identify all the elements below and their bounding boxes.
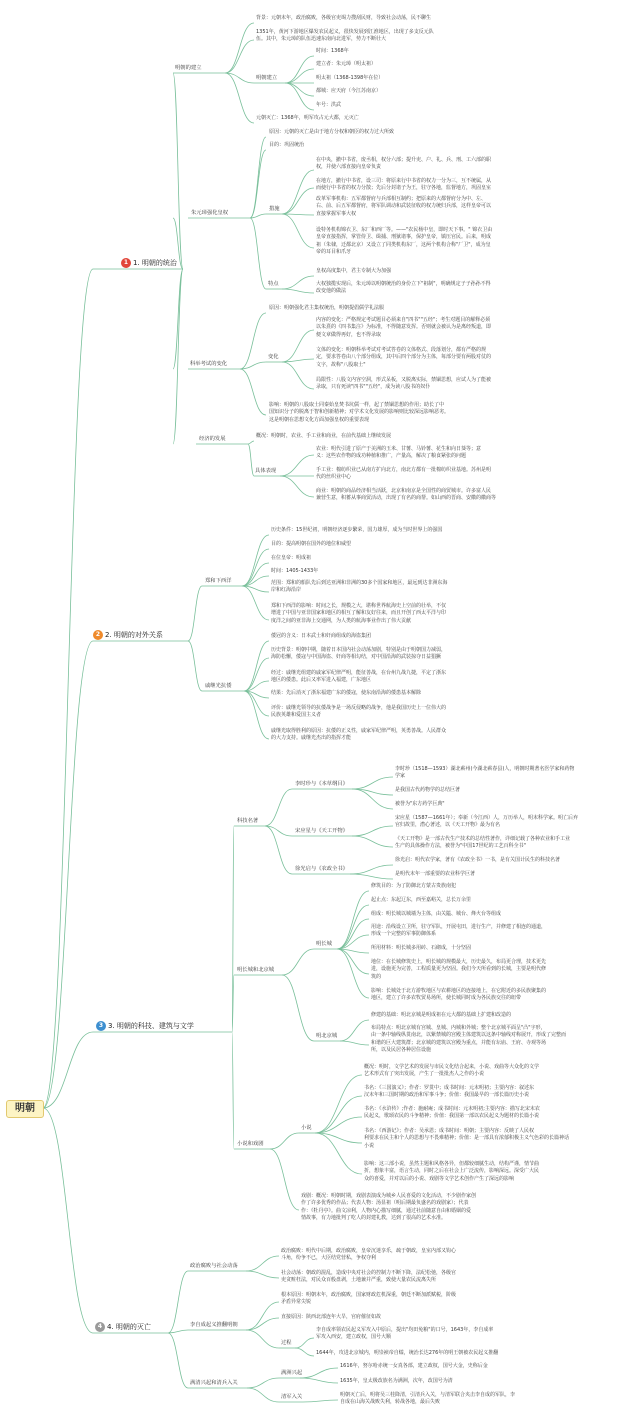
leaf-i3[interactable]	[364, 1106, 540, 1121]
leaf-h2[interactable]	[371, 897, 471, 904]
node-changcheng[interactable]: 明长城和北京城	[237, 967, 275, 973]
leaf-line: 录取，只有死读"四书""五经"，成为读八股书的奴仆	[316, 384, 431, 391]
connector-line	[265, 826, 292, 874]
leaf-e6[interactable]	[271, 603, 446, 625]
leaf-line: 艺术形式有了突出发展，产生了一批批杰人之作的小说	[364, 1071, 485, 1078]
connector-line	[248, 441, 254, 444]
leaf-c2[interactable]	[316, 317, 491, 339]
connector-line	[225, 73, 254, 123]
node-lishizhen[interactable]: 李时珍与《本草纲目》	[295, 781, 348, 787]
leaf-line: 社会动荡：朝政的混乱，造成中央对社会的控制力不断下降，法纪松弛，各级官	[281, 1270, 457, 1276]
connector-line	[240, 313, 266, 369]
leaf-line: 进，设施更为完善，工程质量更为坚固。我们今天所看到的长城，主要是明代修	[371, 966, 547, 973]
leaf-line: 直接原因：陕西北部连年大旱，官府催征如故	[281, 1314, 382, 1320]
leaf-f1[interactable]	[271, 633, 371, 640]
branch-culture[interactable]	[96, 1020, 194, 1032]
leaf-line: 原因：明朝强化君主集权统治，明朝提倡儒学礼法服	[269, 305, 385, 311]
leaf-line: 局限性：八股文内容空洞，形式呆板，又脱离实际，禁锢思想，应试人为了能被	[316, 377, 492, 383]
leaf-g5[interactable]	[395, 836, 570, 851]
node-cuoshi[interactable]: 措施	[269, 206, 280, 212]
leaf-j2[interactable]	[281, 1270, 456, 1285]
badge-3: 3	[96, 1021, 106, 1031]
leaf-line: 折，想象丰富，语言生动，同时之后在社会上广泛流传，影响深远。深受广大民	[364, 1168, 540, 1175]
node-lizicheng[interactable]: 李自成起义推翻明朝	[190, 1322, 238, 1328]
leaf-h3[interactable]	[371, 911, 501, 918]
leaf-line: 原因：元朝的灭亡是由于地方分权和朝臣的权力过大所致	[269, 129, 395, 135]
leaf-h5[interactable]	[371, 945, 471, 952]
leaf-line: 海防松懈，倭寇与中国海盗、奸商等相勾结，对中国沿海的武装掠夺日益猖獗	[271, 654, 442, 661]
leaf-line: 右、前、后五军都督府，将军队调动和武装征收的权力统归兵部，这样皇帝可以	[316, 203, 492, 210]
leaf-line: 地位：在长城修筑史上，明长城的规模最大，历史最久，布局更合理，技术更先	[371, 959, 547, 965]
leaf-line: 大权独揽实现后，朱元璋以明朝统治的身份立下"祖制"，明确规定子子孙孙不得	[316, 281, 491, 287]
connector-line	[246, 1302, 279, 1330]
connector-line	[315, 1133, 362, 1174]
leaf-line: 国知识分子的脱离于智和创新精神；对学术文化发展的影响则比较深远影响恶劣。	[269, 409, 450, 416]
leaf-line: 皇帝直接指挥，掌管侍卫、缉捕、刑狱诸事，保护皇帝，镇压官民。后来，明成	[316, 234, 492, 241]
node-jingji[interactable]: 经济的发展	[199, 436, 226, 442]
leaf-line: 在地方，撤行中书省，设三司：将原来行中书省的权力一分为三，互不统属，从	[316, 178, 492, 184]
leaf-line: 戚继光取得胜利的原因：抗倭的正义性，戚家军纪律严明，英勇善战。人民群众	[271, 728, 447, 734]
leaf-line: 书名：《三国演义》；作者：罗贯中；成书时间：元末明初；主要内容：叙述东	[364, 1085, 535, 1091]
leaf-line: 时间：1368年	[316, 48, 349, 54]
branch-label: 1. 明朝的统治	[133, 259, 177, 267]
leaf-line: 历史条件：15世纪初，明朝经济逐步繁荣，国力雄厚，成为当时世界上的强国	[271, 527, 443, 533]
leaf-line: 增进了中国与亚非国家和地区的相互了解和友好往来，而且开创了西太平洋与印	[271, 610, 447, 617]
node-manzhou[interactable]: 满洲兴起	[281, 1370, 303, 1376]
leaf-line: 布局特点：明北京城有宫城、皇城、内城和外城；整个北京城平面呈"凸"字形，	[371, 1025, 546, 1031]
leaf-b4[interactable]	[316, 178, 491, 193]
leaf-line: 直接掌握军事大权	[316, 210, 357, 217]
leaf-line: 利要求在民主和个人的思想与不畏难精神；价值：是一部具有浓郁积极主义气色彩的长篇神话	[364, 1135, 570, 1142]
connector-line	[285, 83, 314, 110]
leaf-h8[interactable]	[371, 1012, 511, 1019]
node-guocheng[interactable]: 过程	[281, 1340, 292, 1346]
leaf-a1[interactable]	[256, 15, 431, 22]
leaf-line: 地区的倭患。此后又率军进入福建，广东地区	[271, 677, 372, 684]
leaf-a5[interactable]	[316, 75, 383, 82]
leaf-k1[interactable]	[340, 1363, 488, 1370]
leaf-d2[interactable]	[316, 446, 481, 461]
leaf-line: 众的喜爱，并对以后的小说、戏剧等文学艺术创作产生了深远的影响	[364, 1175, 515, 1182]
leaf-f5[interactable]	[271, 705, 446, 720]
connector-line	[265, 789, 292, 826]
badge-2: 2	[93, 630, 103, 640]
leaf-line: 历史背景：明朝中期，随着日本国内社会动荡加剧，特别是由于明朝国力减弱，	[271, 647, 447, 653]
badge-4: 4	[95, 1322, 105, 1332]
badge-1: 1	[121, 258, 131, 268]
leaf-i1[interactable]	[364, 1064, 539, 1079]
connector-line	[282, 975, 314, 1041]
connector-line	[242, 586, 269, 620]
leaf-line: 李时珍（1518—1593）湖北蕲州(今湖北蕲春县)人，明朝时期著名医学家和药物	[395, 766, 575, 772]
connector-line	[295, 1348, 314, 1356]
leaf-line: 自成在山海关战败失利，转战各地，最后失败	[340, 1399, 441, 1406]
node-mingchangcheng[interactable]: 明长城	[316, 941, 332, 947]
connector-line	[352, 777, 393, 789]
leaf-line: 由一条中轴线纵贯南北，以紫禁城的宫殿主体建筑以这条中轴线对称展开，形成了完整而	[371, 1032, 567, 1039]
leaf-c1[interactable]	[269, 305, 384, 312]
leaf-b2[interactable]	[269, 142, 304, 149]
leaf-line: 吏贪赃枉法，对民众百般盘剥，土地兼并严重，致使大量农民流离失所	[281, 1277, 437, 1284]
connector-line	[43, 1108, 93, 1333]
leaf-i4[interactable]	[364, 1128, 569, 1150]
connector-line	[340, 1020, 369, 1041]
branch-label: 3. 明朝的科技、建筑与文学	[108, 1022, 194, 1030]
leaf-g1[interactable]	[395, 766, 574, 781]
leaf-h7[interactable]	[371, 988, 546, 1003]
leaf-line: 明朝灭亡后，明将吴三桂降清，引清兵入关，与清军联合夹击李自成的军队，李	[340, 1392, 516, 1398]
node-zhenghe[interactable]: 郑和下西洋	[205, 578, 232, 584]
leaf-line: 岸和红海沿岸	[271, 587, 302, 594]
node-zhengzhi[interactable]: 政治腐败与社会动荡	[190, 1263, 238, 1269]
leaf-line: 根本原因：明朝末年，政治腐败，国家财政危机深重，朝廷不断加派赋税，阶级	[281, 1292, 457, 1298]
leaf-line: 是明代末年一部重要的农业科学巨著	[395, 871, 476, 877]
node-zhuyuanzhang[interactable]: 朱元璋强化皇权	[191, 210, 229, 216]
leaf-i2[interactable]	[364, 1085, 534, 1100]
leaf-line: 在位皇帝：明成祖	[271, 555, 312, 561]
connector-line	[300, 1378, 338, 1383]
leaf-a2[interactable]	[256, 29, 434, 44]
leaf-f6[interactable]	[271, 728, 446, 743]
leaf-j4[interactable]	[281, 1314, 381, 1321]
leaf-b8[interactable]	[316, 281, 491, 296]
leaf-line: 民起义，歌颂农民的斗争精神；价值：我国第一部以农民起义为题材的长篇小说	[364, 1113, 540, 1120]
leaf-line: 1635年，皇太极改族名为满洲，次年，改国号为清	[340, 1378, 453, 1384]
leaf-line: 代的丝织业中心	[316, 474, 352, 481]
leaf-line: 《天工开物》是一部古代生产技术的总结性著作，详细记载了各种农业和手工业	[395, 836, 571, 842]
connector-line	[315, 1096, 362, 1133]
connector-line	[244, 641, 269, 691]
leaf-g6[interactable]	[395, 857, 560, 864]
node-mingbeijing[interactable]: 明北京城	[316, 1033, 338, 1039]
node-songyingxing[interactable]: 宋应星与《天工开物》	[295, 828, 348, 834]
leaf-line: 评价：戚继光领导的抗倭战争是一场反侵略的战争，他是我国历史上一位伟大的	[271, 705, 447, 711]
leaf-b6[interactable]	[316, 227, 492, 257]
leaf-line: 概况：明朝时，农业、手工业和商业，在前代基础上继续发展	[256, 433, 392, 439]
connector-line	[285, 83, 314, 96]
connector-line	[282, 170, 314, 214]
leaf-line: 在中央，撤中书省，废丞相，权分六部；提升吏、户、礼、兵、刑、工六部的职	[316, 157, 492, 163]
leaf-line: 生产的具体操作方法，被誉为"中国17世纪的工艺百科全书"	[395, 843, 526, 850]
leaf-b1[interactable]	[269, 129, 394, 136]
leaf-line: 郑和下西洋的影响：时间之长，规模之大，堪称世界航海史上空前的壮举，不仅	[271, 603, 447, 609]
node-bianhua[interactable]: 变化	[268, 354, 279, 360]
branch-rule[interactable]	[121, 257, 177, 269]
leaf-line: 文体的变化：明朝科举考试对考试答卷的文体格式、段落划分，都有严格的规	[316, 347, 487, 353]
leaf-line: 定，要求答卷由八个部分组成，其中后四个部分为主体，每部分要有两股对仗的	[316, 354, 492, 361]
connector-line	[188, 641, 202, 691]
leaf-f3[interactable]	[271, 670, 446, 685]
branch-foreign[interactable]	[93, 629, 163, 641]
leaf-b3[interactable]	[316, 157, 491, 172]
leaf-line: 1351年，黄河下游地区爆发农民起义，很快发展到江淮地区，出现了多支反元队	[256, 29, 434, 35]
leaf-line: 经过：戚继光组建的戚家军纪律严明，能征善战，在台州九战九捷，平定了浙东	[271, 670, 447, 676]
connector-line	[282, 949, 314, 975]
root-node[interactable]: 明朝	[6, 1100, 44, 1118]
connector-line	[337, 919, 369, 949]
leaf-line: 学家	[395, 773, 406, 780]
leaf-g2[interactable]	[395, 787, 460, 794]
connector-line	[225, 23, 254, 73]
node-mingchao-jianli[interactable]: 明朝的建立	[175, 65, 202, 71]
connector-line	[246, 1256, 279, 1271]
connector-line	[350, 865, 393, 874]
connector-line	[168, 1333, 188, 1388]
leaf-line: 内容的变化：严格规定考试题目必须来自"四书""五经"；考生对题目的解释必须	[316, 317, 491, 323]
leaf-f4[interactable]	[271, 690, 421, 697]
leaf-j6[interactable]	[316, 1350, 498, 1357]
leaf-line: 小说	[364, 1142, 375, 1149]
leaf-g3[interactable]	[395, 801, 445, 808]
leaf-i5[interactable]	[364, 1161, 539, 1183]
leaf-line: 伍。其中，朱元璋的队伍迅速东南向北进军，势力不断壮大	[256, 36, 387, 43]
leaf-line: 皇权高度集中，君主专制大为加强	[316, 268, 392, 274]
node-xiaoshuo[interactable]: 小说	[301, 1125, 312, 1131]
leaf-line: 所，以及民居各种居住设施	[371, 1047, 432, 1054]
leaf-j3[interactable]	[281, 1292, 456, 1307]
branch-label: 4. 明朝的灭亡	[107, 1323, 151, 1331]
leaf-line: 汉末年和三国时期的政治和军事斗争；价值：我国最早的一部长篇历史小说	[364, 1092, 530, 1099]
connector-line	[246, 1318, 279, 1330]
leaf-k2[interactable]	[340, 1378, 453, 1385]
connector-line	[240, 362, 266, 369]
connector-line	[242, 535, 269, 586]
leaf-c5[interactable]	[269, 402, 449, 424]
leaf-line: 书名：《水浒传》;作者：施耐庵；成书时间：元末明初;主要内容：描写北宋末农	[364, 1106, 540, 1112]
leaf-line: 李自成率领农民起义军攻入中原后，提出"均田免粮"的口号，1643年，李自成率	[316, 1327, 494, 1333]
leaf-line: 和谐的巨大建筑群；北京城的建筑以宫殿为重点，并能有坛庙、王府、寺观等场	[371, 1039, 547, 1046]
connector-line	[270, 1133, 299, 1149]
node-tedian[interactable]: 特点	[268, 281, 279, 287]
leaf-j1[interactable]	[281, 1248, 456, 1263]
connector-line	[250, 218, 266, 289]
connector-line	[43, 1032, 93, 1108]
leaf-h4[interactable]	[371, 924, 546, 939]
connector-line	[285, 69, 314, 83]
connector-line	[247, 1388, 279, 1402]
leaf-line: 时间：1405-1433年	[271, 568, 319, 574]
leaf-k3[interactable]	[340, 1392, 515, 1407]
leaf-line: 建立者：朱元璋（明太祖）	[316, 61, 377, 67]
connector-line	[250, 150, 266, 218]
connector-line	[282, 276, 314, 289]
leaf-line: 官归故里，潜心著述，以《天工开物》最为有名	[395, 822, 501, 829]
leaf-line: 文字，故称"八股取士"	[316, 361, 366, 368]
node-qingbing[interactable]: 清军入关	[281, 1394, 303, 1400]
leaf-line: 1644年，攻进北京城内，明崇祯帝自缢，统治长达276年的明王朝被农民起义推翻	[316, 1350, 499, 1356]
leaf-line: 影响：这三部小说，虽然主题和风格各异，但都较细腻生动，结构严谨，情节曲	[364, 1161, 540, 1167]
connector-line	[248, 444, 254, 476]
connector-line	[282, 362, 314, 389]
connector-line	[282, 330, 314, 362]
leaf-a7[interactable]	[316, 102, 341, 109]
node-juti[interactable]: 具体表现	[255, 468, 277, 474]
leaf-line: 目的：巩固统治	[269, 142, 305, 148]
leaf-line: 所用材料：明长城多用砖、石砌成，十分坚固	[371, 945, 472, 951]
leaf-g7[interactable]	[395, 871, 475, 878]
leaf-line: 都城：应天府（今江苏南京）	[316, 88, 382, 94]
leaf-line: 农业：明代引进了原产于美洲的玉米、甘薯、马铃薯、花生和向日葵等；意	[316, 446, 482, 452]
leaf-a6[interactable]	[316, 88, 381, 95]
node-qijiguang[interactable]: 戚继光抗倭	[205, 683, 232, 689]
leaf-line: 是我国古代药物学的总结巨著	[395, 787, 461, 793]
connector-line	[242, 549, 269, 586]
leaf-line: 形成一个完整的军事防御体系	[371, 931, 437, 938]
leaf-line: 范围：郑和的船队先后到达亚洲和非洲的30多个国家和地区，最远到达非洲东海	[271, 580, 448, 586]
connector-line	[280, 476, 314, 497]
leaf-line: 义：这些农作物的成功种植和推广，产量高，解决了粮食紧张的问题	[316, 453, 467, 460]
leaf-i6[interactable]	[301, 1193, 476, 1223]
leaf-line: 度洋之间的亚非海上交通网，为人类的航海事业作出了伟大贡献	[271, 617, 412, 624]
leaf-line: 军攻入西安，建立政权，国号大顺	[316, 1334, 392, 1341]
leaf-line: 戏剧：概况：明朝时期，戏剧表演成为城乡人民喜爱的文化活动，不少剧作家创	[301, 1193, 477, 1199]
leaf-line: 修建的基础：明北京城是明成祖在元大都的基础上扩建和改造的	[371, 1012, 512, 1018]
connector-line	[250, 137, 266, 218]
leaf-line: 矛盾异常尖锐	[281, 1299, 312, 1306]
leaf-line: 筑的	[371, 973, 382, 980]
leaf-h1[interactable]	[371, 883, 456, 890]
connector-line	[315, 1075, 362, 1133]
leaf-a4[interactable]	[316, 61, 376, 68]
connector-line	[247, 1378, 279, 1388]
connector-line	[173, 269, 183, 444]
node-keji[interactable]: 科技名著	[237, 818, 259, 824]
leaf-line: 改变他的做法	[316, 288, 347, 295]
connector-line	[240, 369, 266, 415]
leaf-line: 以朱熹的《四书集注》为标准，不得随意发挥。否则就会被认为是离经叛道，即	[316, 324, 492, 331]
leaf-e2[interactable]	[271, 541, 351, 548]
leaf-f2[interactable]	[271, 647, 446, 662]
connector-line	[225, 40, 254, 73]
leaf-e5[interactable]	[271, 580, 447, 595]
leaf-line: 作：《牡丹亭》。曲文凉利，人物内心描写细腻，通过社前随意自由和婚姻的爱	[301, 1207, 472, 1214]
leaf-a8[interactable]	[256, 115, 359, 122]
connector-line	[340, 1041, 369, 1045]
leaf-line: 结果：先后消灭了浙东福建广东的倭寇，使东南沿海的倭患基本解除	[271, 690, 422, 696]
leaf-line: 民族英雄和爱国主义者	[271, 712, 322, 719]
leaf-line: 起止点：东起辽东，西至嘉峪关，总长万余里	[371, 897, 472, 903]
leaf-line: 改革军事机构：五军都督府与兵部相互制约；把原来的大都督府分为中、左、	[316, 196, 487, 202]
leaf-line: 帝的耳目和爪牙	[316, 249, 352, 256]
node-mingchao-jianli2[interactable]: 明朝建立	[256, 75, 278, 81]
leaf-line: 的大力支持。戚继光杰出的指挥才能	[271, 735, 352, 742]
leaf-line: 倭冠的含义：日本武士和奸商组成的海盗集团	[271, 633, 372, 639]
connector-line	[246, 1271, 279, 1278]
leaf-a3[interactable]	[316, 48, 349, 55]
node-keju[interactable]: 科举考试的变化	[190, 361, 228, 367]
connector-line	[188, 586, 202, 641]
connector-line	[168, 1271, 188, 1333]
connector-line	[280, 455, 314, 476]
leaf-line: 权，并使六部直接向皇帝负责	[316, 164, 382, 171]
leaf-e1[interactable]	[271, 527, 442, 534]
leaf-line: 影响：长城处于北方游牧地区与农耕地区的连接地上，在它附近的多民族聚集的	[371, 988, 547, 994]
leaf-line: 徐光启：明代农学家，著有《农政全书》一书，是有关国计民生的科技名著	[395, 857, 561, 863]
leaf-line: 年号：洪武	[316, 102, 342, 108]
leaf-g4[interactable]	[395, 815, 578, 830]
leaf-j5[interactable]	[316, 1327, 493, 1342]
connector-line	[246, 1330, 279, 1348]
leaf-line: 组成：明长城以城墙为主体，由关隘、城台、烽火台等组成	[371, 911, 502, 917]
leaf-line: 宋应星（1587—1661年）；奉新（今江西）人，万历举人，明末科学家。明亡后弃	[395, 815, 578, 821]
connector-line	[43, 641, 93, 1108]
leaf-line: 明太祖（1368-1398年在位）	[316, 75, 384, 81]
leaf-line: 斗角，纷争不已，大臣结党营私，争权夺利	[281, 1255, 377, 1262]
connector-line	[303, 1400, 338, 1402]
connector-line	[352, 826, 393, 836]
connector-line	[352, 836, 393, 847]
leaf-line: 被誉为"东方药学巨典"	[395, 801, 445, 807]
connector-line	[295, 1338, 314, 1348]
leaf-line: 手工业：棉纺织业已从南方扩向北方，南北方都有一批棉纺织业基地。苏州是明	[316, 467, 492, 473]
connector-line	[270, 1149, 299, 1210]
branch-fall[interactable]	[95, 1321, 151, 1333]
leaf-c3[interactable]	[316, 347, 491, 369]
leaf-line: 用途：沿线设立卫所，驻守军队，开展屯田，进行生产，并修建了相连的通道，	[371, 924, 547, 930]
leaf-line: 目的：提高明朝在国外的地位和威望	[271, 541, 352, 547]
leaf-d4[interactable]	[316, 488, 496, 503]
leaf-d3[interactable]	[316, 467, 491, 482]
leaf-line: 设特务机构锦衣卫、东厂和西厂等。——"农民杨中皇，即时天下事。" 锦衣卫由	[316, 227, 493, 233]
leaf-e4[interactable]	[271, 568, 318, 575]
leaf-line: 而使行中书省的权力分散；先后分封诸子为王，驻守各地，监督地方，巩固皇室	[316, 185, 492, 192]
leaf-line: 影响：明朝的八股取士同秦始皇焚书坑儒一样，起了禁锢思想的作用；助长了中	[269, 402, 445, 408]
leaf-b5[interactable]	[316, 196, 491, 218]
leaf-line: 兼营生意，积蓄从事商贸活动，出现了有名的商帮。如山西的晋商、安徽的徽商等	[316, 495, 497, 502]
leaf-line: 地区，建立了许多农牧贸易场所，使长城同时成为各民族交往的纽带	[371, 995, 522, 1002]
connector-line	[282, 214, 314, 248]
leaf-line: 修筑目的：为了防御北方蒙古贵族南犯	[371, 883, 457, 889]
connector-line	[282, 289, 314, 293]
connector-line	[300, 1368, 338, 1378]
leaf-b7[interactable]	[316, 268, 391, 275]
leaf-line: 背景：元朝末年，政治腐败，各级官吏竭力搜刮民财，导致社会动荡，民不聊生	[256, 15, 432, 21]
leaf-line: 1616年，努尔哈赤统一女真各部，建立政权，国号大金，史称后金	[340, 1363, 488, 1369]
node-manqing[interactable]: 满清兴起和清兵入关	[190, 1380, 238, 1386]
leaf-line: 便文章做得再好，也不得录取	[316, 331, 382, 338]
leaf-line: 商业：明朝的商品经济相当活跃，北京和南京是全国性的商贸城市。许多富人民	[316, 488, 492, 494]
leaf-line: 祖（朱棣，迁都北京）又设立了同类机构东厂，这两个机构合称"厂卫"，成为皇	[316, 241, 491, 248]
leaf-line: 作了许多优秀的作品；代表人物：汤显祖（明后期最负盛名的戏剧家）；代表	[301, 1200, 469, 1207]
connector-line	[43, 269, 93, 1108]
leaf-line: 元朝灭亡：1368年，明军攻占元大都，元灭亡	[256, 115, 359, 121]
leaf-line: 情故事，有力地批判了吃人的封建礼教，达到了很高的艺术水准。	[301, 1215, 447, 1222]
leaf-h9[interactable]	[371, 1025, 566, 1055]
leaf-c4[interactable]	[316, 377, 491, 392]
leaf-e3[interactable]	[271, 555, 311, 562]
leaf-line: 政治腐败：明代中后期，政治腐败，皇帝沉迷享乐，疏于朝政，皇室内部又钩心	[281, 1248, 457, 1254]
leaf-line: 书名：《西游记》；作者：吴承恩；成书时间：明朝；主要内容：反映了人民权	[364, 1128, 535, 1134]
connector-line	[232, 1032, 234, 1149]
connector-line	[350, 874, 393, 879]
node-xuguangqi[interactable]: 徐光启与《农政全书》	[295, 866, 348, 872]
node-xiaoshuo-xiqu[interactable]: 小说和戏剧	[237, 1141, 264, 1147]
branch-label: 2. 明朝的对外关系	[105, 631, 163, 639]
leaf-d1[interactable]	[256, 433, 391, 440]
leaf-line: 概况：明时，文学艺术的发展与市民文化结合起来，小说、戏曲等大众化的文学	[364, 1064, 540, 1070]
leaf-line: 这是明朝在思想文化方面加强皇权的重要表现	[269, 416, 370, 423]
leaf-h6[interactable]	[371, 959, 546, 981]
